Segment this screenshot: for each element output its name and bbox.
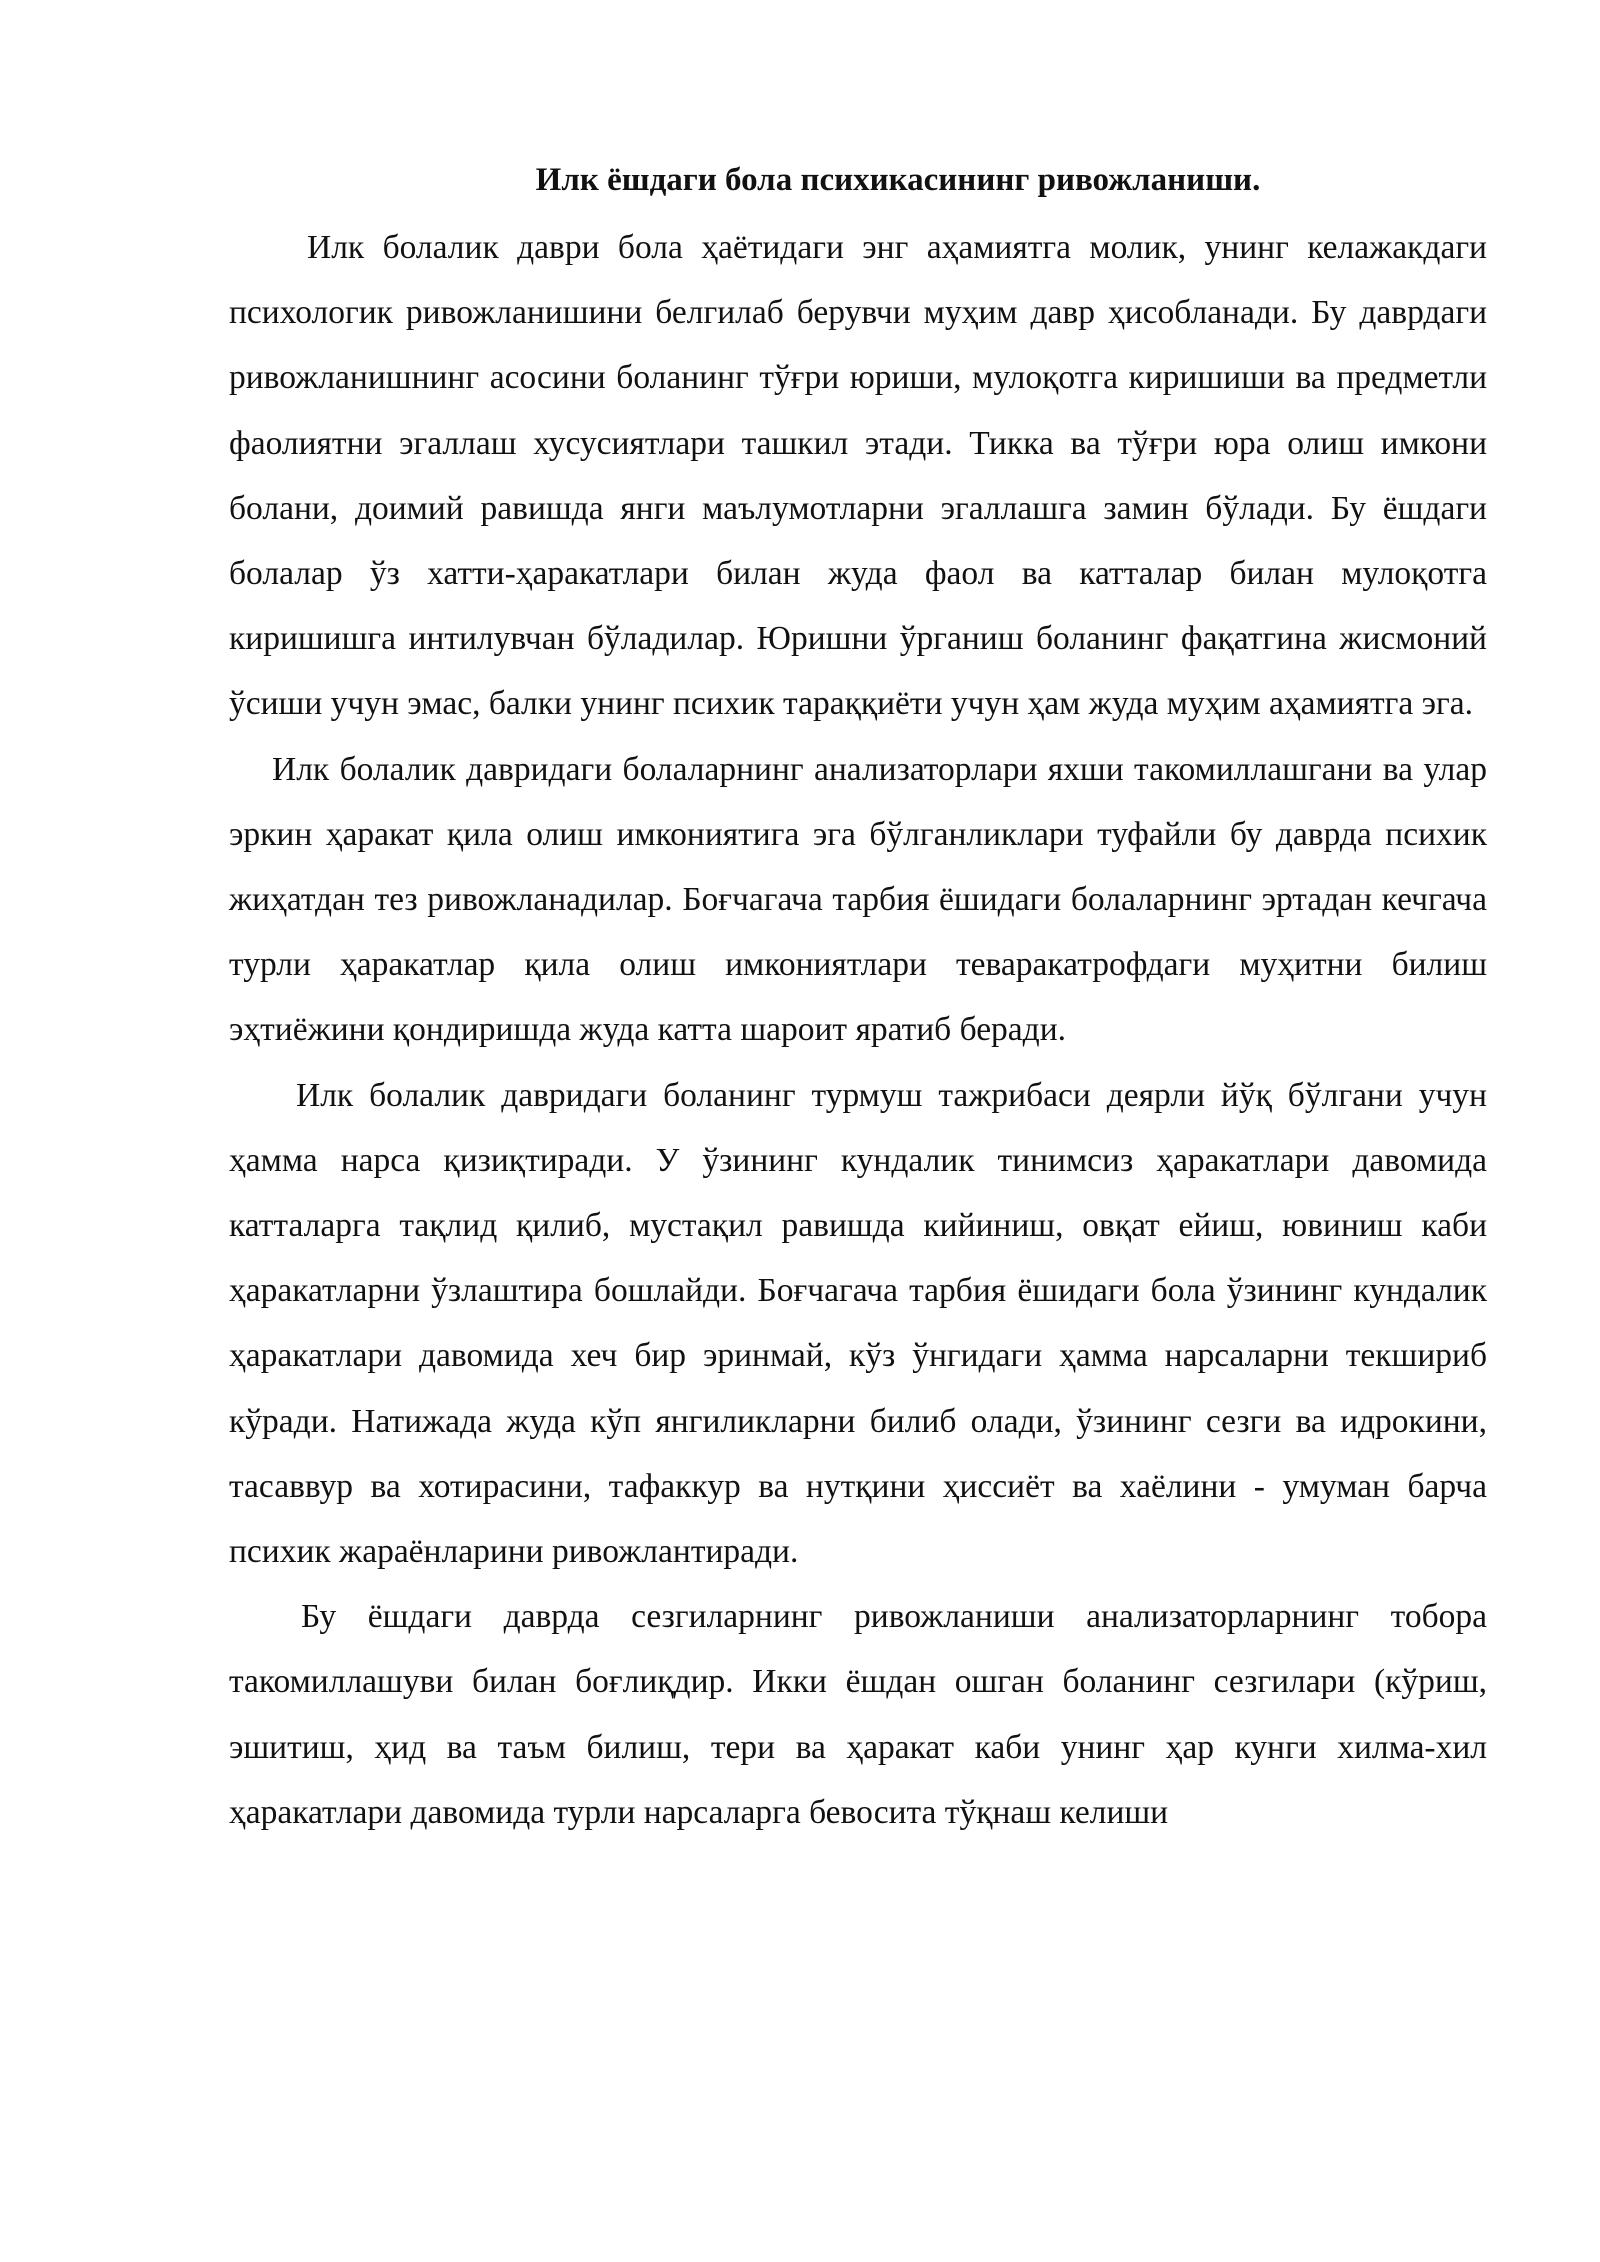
paragraph-3: Илк болалик давридаги боланинг турмуш тажрибаси деярли йўқ бўлгани учун ҳамма нарса қизиқтиради. У ўзининг кундалик тинимсиз ҳаракатлари давомида катталарга тақлид қилиб, мустақил равишда кийиниш, овқат ейиш, ювиниш каби ҳаракатларни ўзлаштира бошлайди. Боғчагача тарбия ёшидаги бола ўзининг кундалик ҳаракатлари давомида хеч бир эринмай, кўз ўнгидаги ҳамма нарсаларни текшириб кўради. Натижада жуда кўп янгиликларни билиб олади, ўзининг сезги ва идрокини, тасаввур ва хотирасини, тафаккур ва нутқини ҳиссиёт ва хаёлини - умуман барча психик жараёнларини ривожлантиради. xyxy=(229,1076,1487,1571)
document-title: Илк ёшдаги бола психикасининг ривожланиши. xyxy=(535,162,1261,198)
paragraph-2: Илк болалик давридаги болаларнинг анализаторлари яхши такомиллашгани ва улар эркин ҳаракат қила олиш имкониятига эга бўлганликлари туфайли бу даврда психик жиҳатдан тез ривожланадилар. Боғчагача тарбия ёшидаги болаларнинг эртадан кечгача турли ҳаракатлар қила олиш имкониятлари теваракатрофдаги муҳитни билиш эҳтиёжини қондиришда жуда катта шароит яратиб беради. xyxy=(229,750,1487,1049)
paragraph-4: Бу ёшдаги даврда сезгиларнинг ривожланиши анализаторларнинг тобора такомиллашуви билан боғлиқдир. Икки ёшдан ошган боланинг сезгилари (кўриш, эшитиш, ҳид ва таъм билиш, тери ва ҳаракат каби унинг ҳар кунги хилма-хил ҳаракатлари давомида турли нарсаларга бевосита тўқнаш келиши xyxy=(229,1598,1487,1831)
paragraph-1: Илк болалик даври бола ҳаётидаги энг аҳамиятга молик, унинг келажакдаги психологик ривожланишини белгилаб берувчи муҳим давр ҳисобланади. Бу даврдаги ривожланишнинг асосини боланинг тўғри юриши, мулоқотга киришиши ва предметли фаолиятни эгаллаш хусусиятлари ташкил этади. Тикка ва тўғри юра олиш имкони болани, доимий равишда янги маълумотларни эгаллашга замин бўлади. Бу ёшдаги болалар ўз хатти-ҳаракатлари билан жуда фаол ва катталар билан мулоқотга киришишга интилувчан бўладилар. Юришни ўрганиш боланинг фақатгина жисмоний ўсиши учун эмас, балки унинг психик тараққиёти учун ҳам жуда муҳим аҳамиятга эга. xyxy=(229,229,1487,723)
document-page xyxy=(229,150,1487,1845)
